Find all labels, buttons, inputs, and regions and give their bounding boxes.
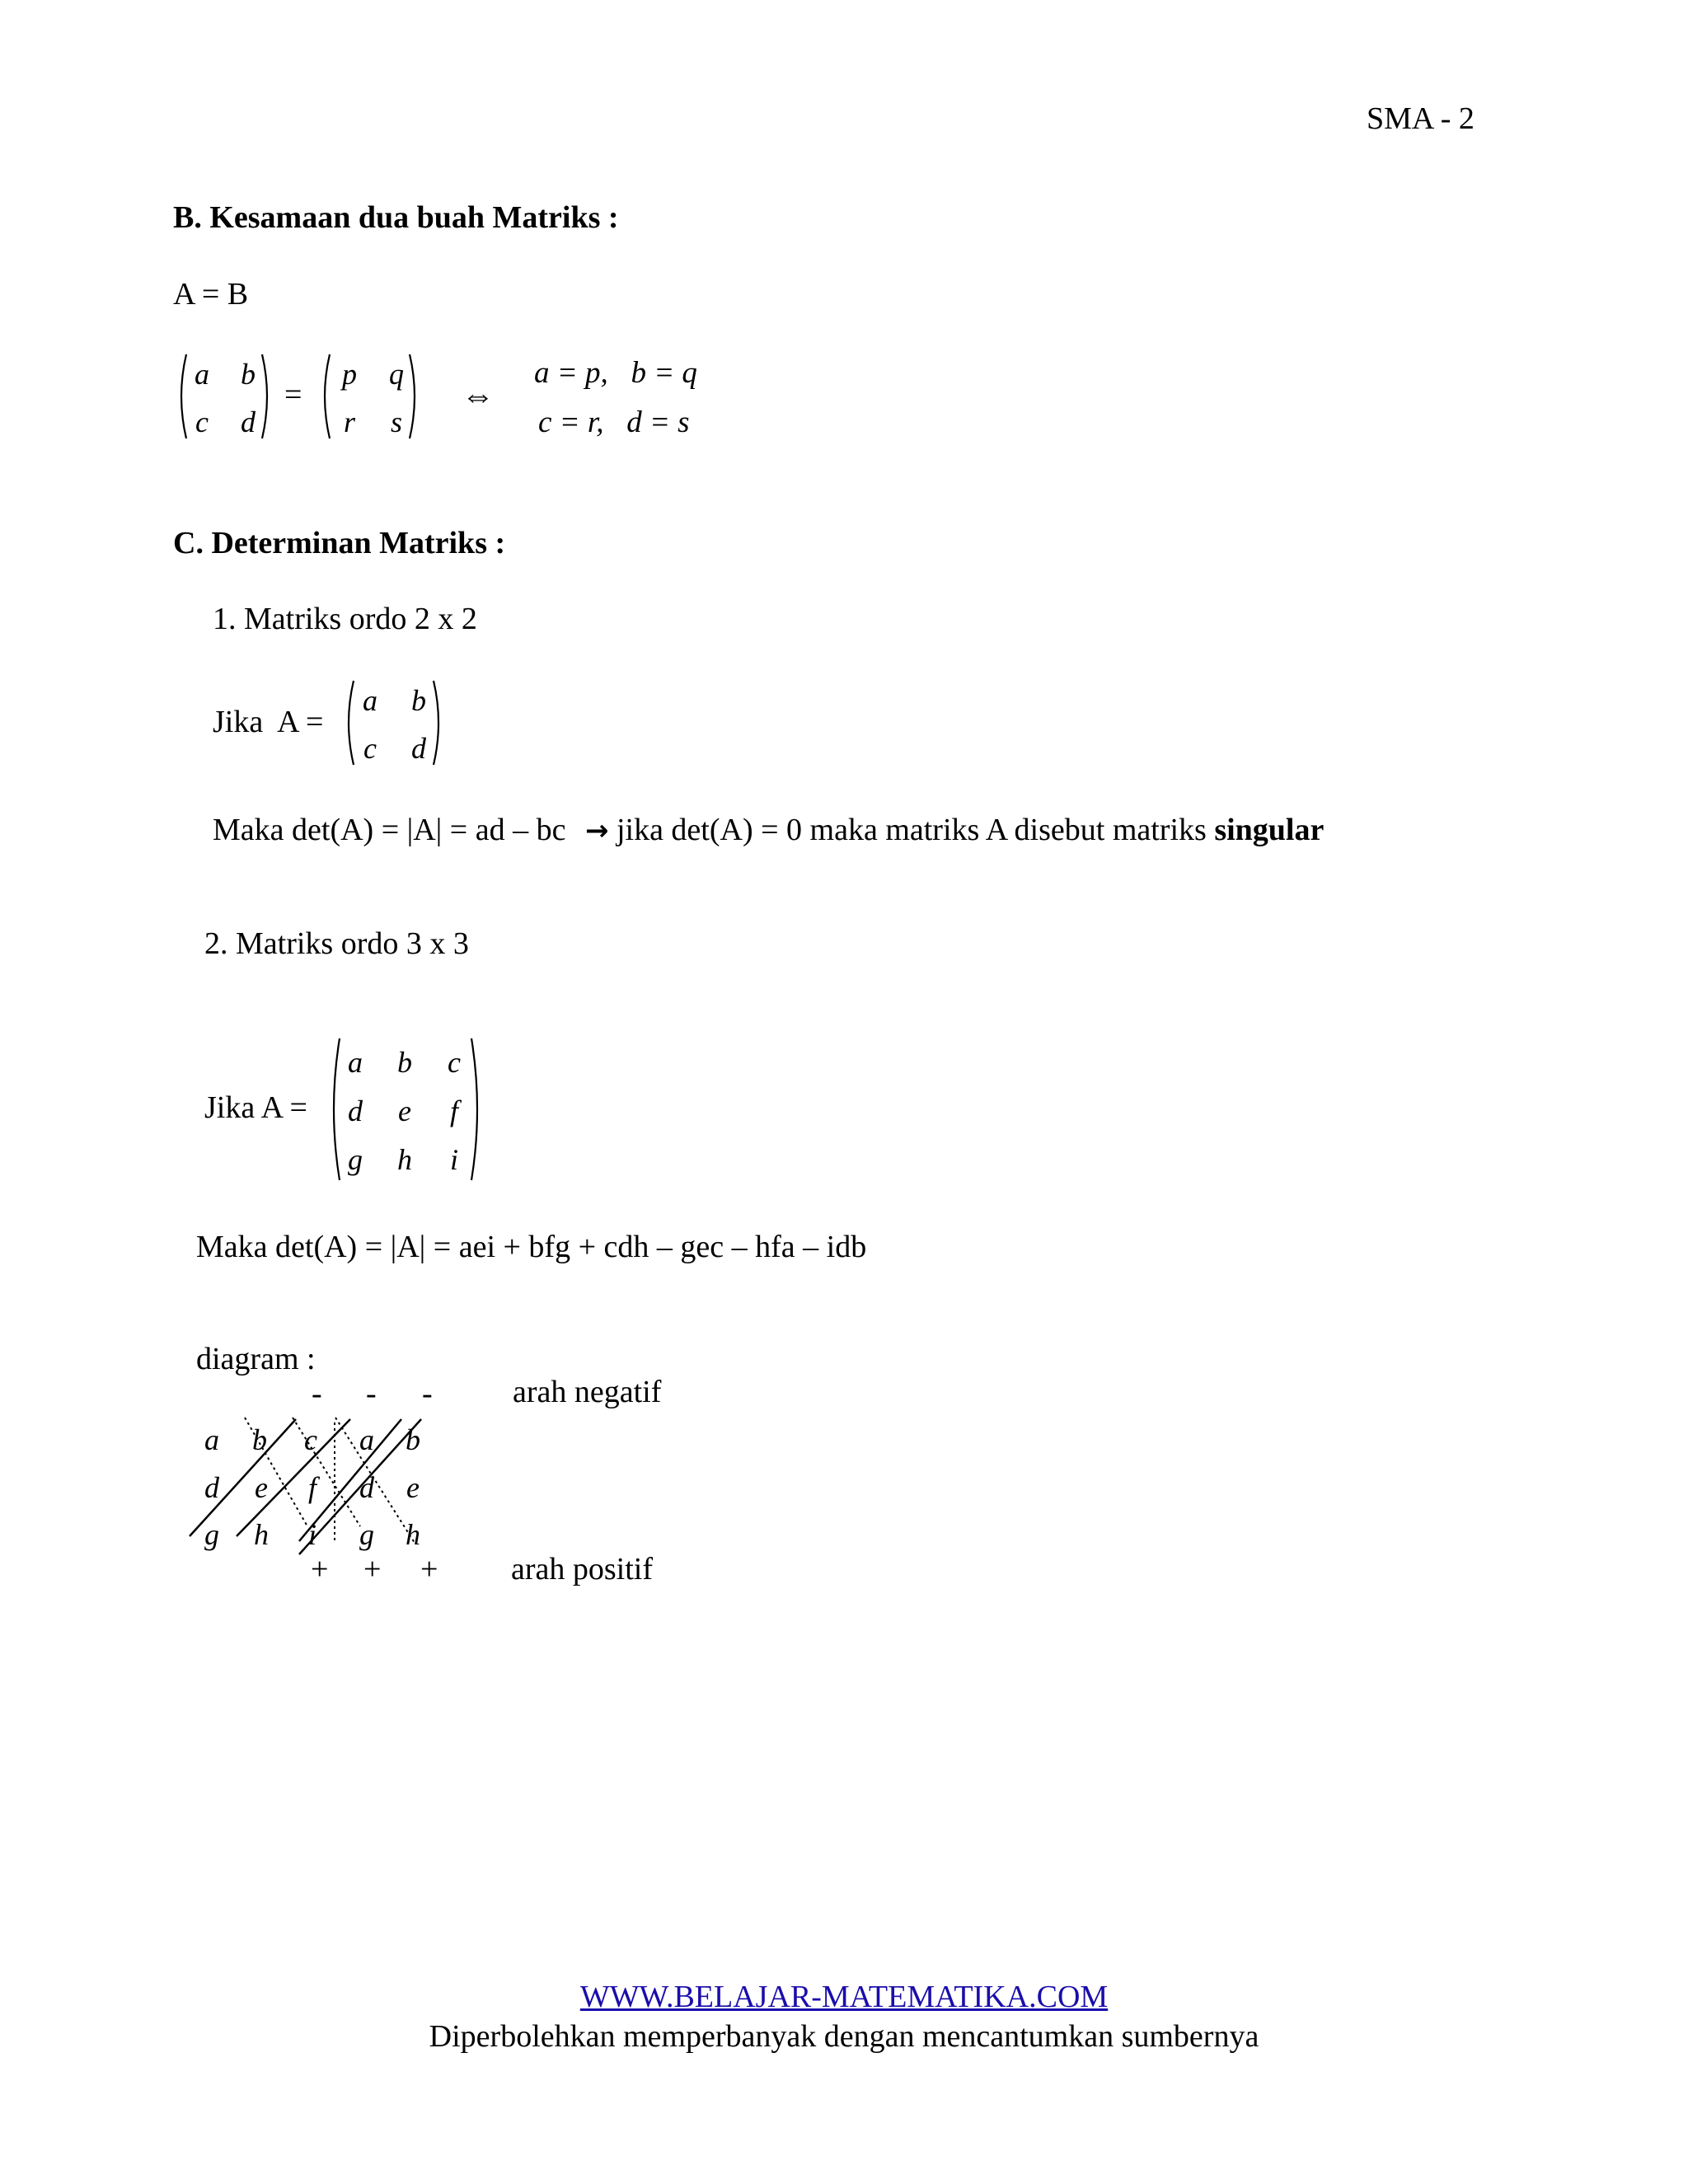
diagram-cell: i (307, 1518, 316, 1551)
matrix-cell: a (348, 1046, 363, 1079)
condition-row-1: a = p, b = q (534, 356, 697, 390)
singular-note: jika det(A) = 0 maka matriks A disebut matriks (616, 813, 1207, 847)
matrix-2x2 (342, 677, 445, 768)
diagram-cell: f (307, 1471, 316, 1504)
minus-sign: - (312, 1376, 322, 1411)
item-2-title: 2. Matriks ordo 3 x 3 (204, 926, 469, 961)
footer-note: Diperbolehkan memperbanyak dengan mencantumkan sumbernya (429, 2018, 1259, 2054)
iff-symbol: ⇔ (462, 377, 495, 414)
matrix-cell: c (363, 732, 377, 765)
item-2-jika-label: Jika A = (204, 1090, 307, 1125)
section-b-heading: B. Kesamaan dua buah Matriks : (173, 200, 619, 235)
matrix-cell: p (342, 358, 357, 391)
diagram-cell: c (304, 1423, 317, 1456)
equation-a-equals-b: A = B (173, 277, 249, 312)
item-1-title: 1. Matriks ordo 2 x 2 (213, 602, 477, 636)
plus-sign: + (363, 1552, 382, 1586)
diagram-cell: h (406, 1518, 420, 1551)
matrix-cell: f (449, 1094, 458, 1127)
matrix-pqrs-right (318, 351, 421, 442)
matrix-cell: d (411, 732, 426, 765)
diagram-cell: g (359, 1518, 374, 1551)
diagram-cell: d (204, 1471, 219, 1504)
plus-sign: + (311, 1552, 329, 1586)
diagram-cell: a (204, 1423, 219, 1456)
diagram-cell: b (406, 1423, 420, 1456)
matrix-cell: e (398, 1094, 411, 1127)
matrix-cell: s (390, 405, 402, 438)
diagram-cell: a (359, 1423, 374, 1456)
negative-direction-label: arah negatif (513, 1375, 662, 1409)
minus-sign: - (366, 1376, 377, 1411)
matrix-cell: a (195, 358, 209, 391)
diagram-cell: b (252, 1423, 267, 1456)
matrix-cell: q (389, 358, 404, 391)
positive-direction-label: arah positif (511, 1552, 654, 1586)
matrix-3x3 (328, 1035, 483, 1183)
diagram-cell: e (406, 1471, 420, 1504)
matrix-equals-sign: = (284, 377, 302, 412)
minus-sign: - (422, 1376, 433, 1411)
diagram-cell: g (204, 1518, 219, 1551)
matrix-cell: g (348, 1143, 363, 1176)
matrix-cell: c (195, 405, 209, 438)
diagram-cell: d (359, 1471, 374, 1504)
matrix-cell: b (241, 358, 256, 391)
right-arrow-icon: → (584, 814, 609, 847)
diagram-cell: h (254, 1518, 269, 1551)
diagram-label: diagram : (196, 1342, 316, 1376)
determinant-2x2-line (213, 814, 1324, 846)
matrix-cell: d (241, 405, 256, 438)
footer (0, 1978, 1688, 2056)
matrix-cell: d (348, 1094, 363, 1127)
sarrus-diagram (185, 1411, 466, 1576)
section-c-heading: C. Determinan Matriks : (173, 526, 506, 560)
matrix-cell: r (343, 405, 355, 438)
diagram-cell: e (255, 1471, 268, 1504)
matrix-cell: b (397, 1046, 412, 1079)
matrix-cell: a (363, 684, 377, 717)
singular-term: singular (1214, 813, 1325, 847)
matrix-cell: b (411, 684, 426, 717)
matrix-cell: c (448, 1046, 461, 1079)
determinant-3x3-formula: Maka det(A) = |A| = aei + bfg + cdh – gec – hfa – idb (196, 1230, 867, 1264)
website-link[interactable]: WWW.BELAJAR-MATEMATIKA.COM (579, 1980, 1109, 2014)
matrix-cell: i (449, 1143, 458, 1176)
matrix-cell: h (397, 1143, 412, 1176)
page-label: SMA - 2 (1367, 101, 1475, 136)
item-1-jika-label: Jika A = (213, 705, 324, 739)
matrix-abcd-left (175, 351, 274, 442)
determinant-2x2-formula: Maka det(A) = |A| = ad – bc (213, 813, 566, 847)
plus-sign: + (420, 1552, 438, 1586)
condition-row-2: c = r, d = s (538, 405, 690, 439)
